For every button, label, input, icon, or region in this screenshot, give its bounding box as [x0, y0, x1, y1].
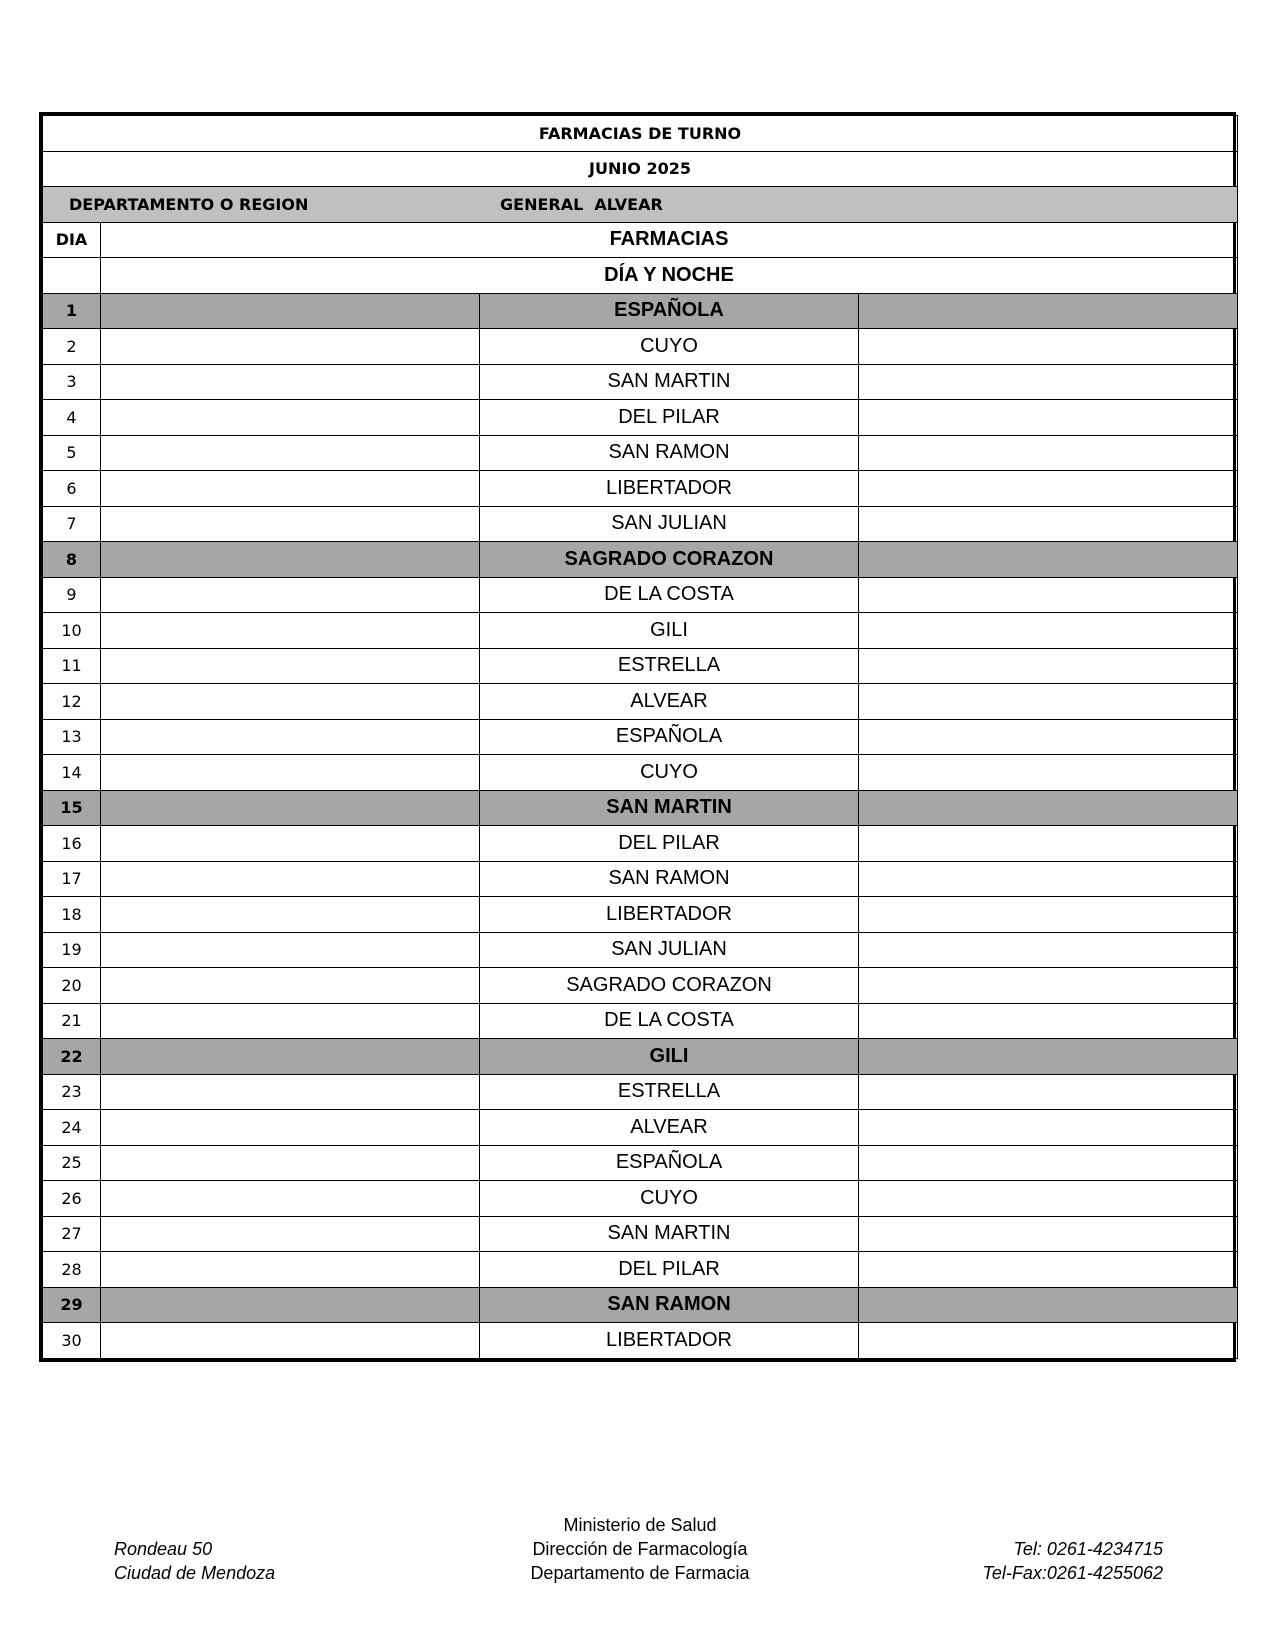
schedule-row [43, 719, 1238, 755]
pharmacy-cell: DEL PILAR [480, 1252, 859, 1288]
day-cell: 15 [43, 790, 101, 826]
pharmacy-cell: SAN MARTIN [480, 364, 859, 400]
schedule-sheet [39, 112, 1236, 1362]
schedule-row [43, 435, 1238, 471]
day-cell: 9 [43, 577, 101, 613]
pharmacy-cell: LIBERTADOR [480, 471, 859, 507]
footer-city-line: Ciudad de Mendoza [114, 1563, 276, 1583]
pharmacy-cell: LIBERTADOR [480, 897, 859, 933]
pharmacy-cell: GILI [480, 1039, 859, 1075]
pharmacy-cell: SAN RAMON [480, 861, 859, 897]
day-cell: 12 [43, 684, 101, 720]
schedule-row [43, 790, 1238, 826]
day-cell: 3 [43, 364, 101, 400]
day-cell: 26 [43, 1181, 101, 1217]
empty-cell-right [859, 435, 1238, 471]
schedule-row [43, 968, 1238, 1004]
empty-cell-left [101, 1252, 480, 1288]
empty-cell-right [859, 684, 1238, 720]
shift-header-empty-cell [43, 258, 101, 294]
shift-header-row [43, 258, 1238, 294]
empty-cell-left [101, 826, 480, 862]
empty-cell-right [859, 790, 1238, 826]
day-cell: 19 [43, 932, 101, 968]
footer-address-line: Rondeau 50 [114, 1539, 213, 1559]
empty-cell-right [859, 400, 1238, 436]
pharmacy-cell: SAN JULIAN [480, 932, 859, 968]
empty-cell-left [101, 1145, 480, 1181]
empty-cell-left [101, 648, 480, 684]
empty-cell-left [101, 1181, 480, 1217]
day-column-header: DIA [43, 222, 101, 258]
schedule-row [43, 1181, 1238, 1217]
pharmacy-cell: CUYO [480, 1181, 859, 1217]
empty-cell-right [859, 1145, 1238, 1181]
empty-cell-right [859, 293, 1238, 329]
pharmacy-cell: ALVEAR [480, 1110, 859, 1146]
pharmacy-cell: DE LA COSTA [480, 1003, 859, 1039]
empty-cell-left [101, 613, 480, 649]
month-label: JUNIO 2025 [43, 151, 1238, 187]
schedule-row [43, 1074, 1238, 1110]
day-cell: 22 [43, 1039, 101, 1075]
schedule-row [43, 613, 1238, 649]
day-cell: 27 [43, 1216, 101, 1252]
empty-cell-left [101, 1110, 480, 1146]
empty-cell-left [101, 932, 480, 968]
schedule-row [43, 826, 1238, 862]
schedule-row [43, 897, 1238, 933]
day-cell: 28 [43, 1252, 101, 1288]
footer-direction-line: Dirección de Farmacología [532, 1539, 748, 1559]
schedule-row [43, 329, 1238, 365]
pharmacy-cell: CUYO [480, 755, 859, 791]
empty-cell-right [859, 1039, 1238, 1075]
pharmacy-cell: SAN RAMON [480, 1287, 859, 1323]
empty-cell-left [101, 293, 480, 329]
empty-cell-right [859, 1252, 1238, 1288]
footer-institution [480, 1513, 800, 1585]
day-cell: 20 [43, 968, 101, 1004]
day-cell: 6 [43, 471, 101, 507]
empty-cell-right [859, 364, 1238, 400]
empty-cell-left [101, 435, 480, 471]
schedule-row [43, 293, 1238, 329]
empty-cell-left [101, 684, 480, 720]
empty-cell-left [101, 1216, 480, 1252]
empty-cell-left [101, 719, 480, 755]
empty-cell-right [859, 755, 1238, 791]
pharmacy-cell: ESTRELLA [480, 1074, 859, 1110]
pharmacy-cell: ESPAÑOLA [480, 293, 859, 329]
pharmacy-cell: ESTRELLA [480, 648, 859, 684]
empty-cell-left [101, 861, 480, 897]
schedule-row [43, 577, 1238, 613]
day-cell: 5 [43, 435, 101, 471]
pharmacy-cell: DEL PILAR [480, 826, 859, 862]
empty-cell-right [859, 826, 1238, 862]
empty-cell-right [859, 897, 1238, 933]
day-cell: 4 [43, 400, 101, 436]
empty-cell-left [101, 542, 480, 578]
shift-header: DÍA Y NOCHE [101, 258, 1238, 294]
empty-cell-right [859, 542, 1238, 578]
empty-cell-left [101, 471, 480, 507]
pharmacy-cell: SAN JULIAN [480, 506, 859, 542]
footer-ministry-line: Ministerio de Salud [563, 1515, 717, 1535]
pharmacy-cell: CUYO [480, 329, 859, 365]
department-value: GENERAL ALVEAR [500, 194, 663, 214]
empty-cell-right [859, 1003, 1238, 1039]
day-cell: 2 [43, 329, 101, 365]
day-cell: 23 [43, 1074, 101, 1110]
empty-cell-left [101, 968, 480, 1004]
footer-department-line: Departamento de Farmacia [530, 1563, 750, 1583]
empty-cell-left [101, 1287, 480, 1323]
day-cell: 10 [43, 613, 101, 649]
empty-cell-left [101, 400, 480, 436]
schedule-row [43, 506, 1238, 542]
empty-cell-right [859, 1287, 1238, 1323]
day-cell: 25 [43, 1145, 101, 1181]
empty-cell-left [101, 1074, 480, 1110]
empty-cell-left [101, 897, 480, 933]
empty-cell-right [859, 1074, 1238, 1110]
empty-cell-right [859, 1323, 1238, 1359]
empty-cell-left [101, 755, 480, 791]
pharmacy-cell: DE LA COSTA [480, 577, 859, 613]
month-row [43, 151, 1238, 187]
pharmacy-cell: SAN MARTIN [480, 1216, 859, 1252]
schedule-row [43, 1323, 1238, 1359]
day-cell: 13 [43, 719, 101, 755]
pharmacy-cell: SAN MARTIN [480, 790, 859, 826]
title-row [43, 116, 1238, 152]
day-cell: 11 [43, 648, 101, 684]
day-cell: 8 [43, 542, 101, 578]
empty-cell-right [859, 506, 1238, 542]
empty-cell-right [859, 1110, 1238, 1146]
schedule-row [43, 932, 1238, 968]
schedule-row [43, 861, 1238, 897]
day-cell: 1 [43, 293, 101, 329]
pharmacy-cell: DEL PILAR [480, 400, 859, 436]
department-label: DEPARTAMENTO O REGION [69, 194, 309, 214]
column-header-row [43, 222, 1238, 258]
pharmacy-cell: SAN RAMON [480, 435, 859, 471]
empty-cell-left [101, 577, 480, 613]
pharmacies-column-header: FARMACIAS [101, 222, 1238, 258]
day-cell: 18 [43, 897, 101, 933]
schedule-row [43, 1287, 1238, 1323]
day-cell: 30 [43, 1323, 101, 1359]
empty-cell-right [859, 613, 1238, 649]
pharmacy-schedule-table [42, 115, 1238, 1359]
footer-contact [983, 1537, 1163, 1585]
day-cell: 29 [43, 1287, 101, 1323]
schedule-row [43, 1003, 1238, 1039]
schedule-row [43, 1110, 1238, 1146]
empty-cell-right [859, 719, 1238, 755]
empty-cell-left [101, 1003, 480, 1039]
empty-cell-right [859, 577, 1238, 613]
schedule-row [43, 471, 1238, 507]
empty-cell-right [859, 471, 1238, 507]
empty-cell-right [859, 932, 1238, 968]
schedule-row [43, 648, 1238, 684]
empty-cell-left [101, 506, 480, 542]
footer-fax-line: Tel-Fax:0261-4255062 [982, 1563, 1163, 1583]
schedule-row [43, 542, 1238, 578]
schedule-row [43, 755, 1238, 791]
empty-cell-right [859, 329, 1238, 365]
schedule-row [43, 1039, 1238, 1075]
pharmacy-cell: SAGRADO CORAZON [480, 542, 859, 578]
day-cell: 24 [43, 1110, 101, 1146]
empty-cell-left [101, 790, 480, 826]
pharmacy-cell: LIBERTADOR [480, 1323, 859, 1359]
empty-cell-left [101, 1039, 480, 1075]
pharmacy-cell: SAGRADO CORAZON [480, 968, 859, 1004]
schedule-row [43, 1145, 1238, 1181]
day-cell: 17 [43, 861, 101, 897]
pharmacy-cell: ESPAÑOLA [480, 719, 859, 755]
empty-cell-right [859, 1181, 1238, 1217]
day-cell: 16 [43, 826, 101, 862]
day-cell: 7 [43, 506, 101, 542]
schedule-row [43, 1252, 1238, 1288]
empty-cell-right [859, 968, 1238, 1004]
empty-cell-right [859, 1216, 1238, 1252]
pharmacy-cell: ALVEAR [480, 684, 859, 720]
empty-cell-left [101, 329, 480, 365]
footer-address [114, 1537, 275, 1585]
day-cell: 21 [43, 1003, 101, 1039]
footer-phone-line: Tel: 0261-4234715 [1013, 1539, 1163, 1559]
schedule-row [43, 400, 1238, 436]
pharmacy-cell: ESPAÑOLA [480, 1145, 859, 1181]
pharmacy-cell: GILI [480, 613, 859, 649]
department-row [43, 187, 1238, 223]
schedule-row [43, 684, 1238, 720]
empty-cell-left [101, 1323, 480, 1359]
schedule-row [43, 1216, 1238, 1252]
department-cell [43, 187, 1238, 223]
empty-cell-right [859, 861, 1238, 897]
empty-cell-right [859, 648, 1238, 684]
day-cell: 14 [43, 755, 101, 791]
document-title: FARMACIAS DE TURNO [43, 116, 1238, 152]
empty-cell-left [101, 364, 480, 400]
schedule-row [43, 364, 1238, 400]
